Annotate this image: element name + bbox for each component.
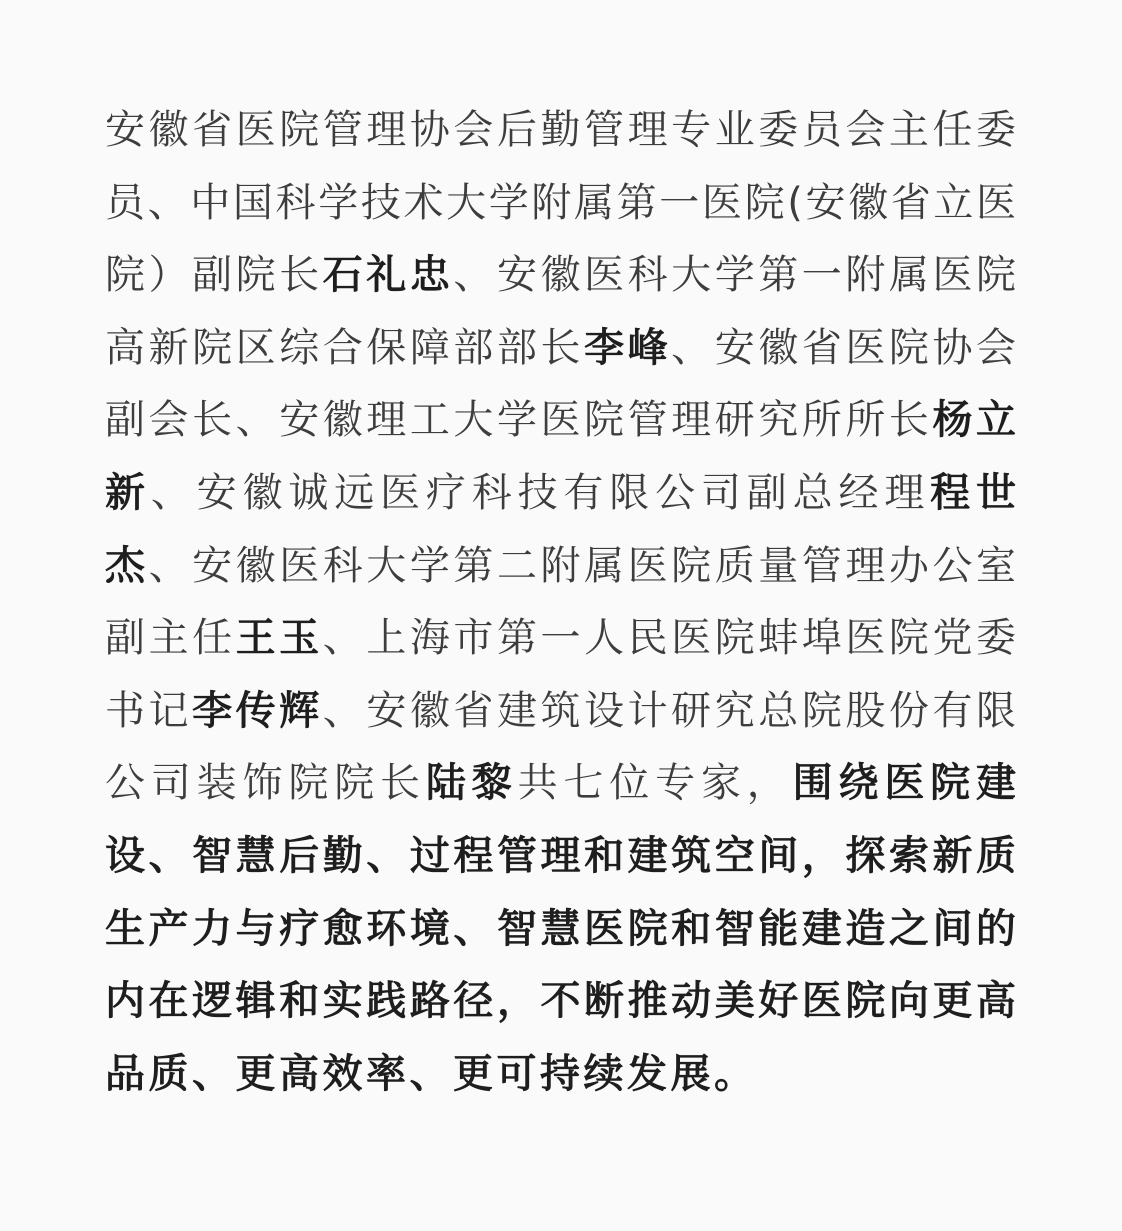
text-line xyxy=(105,530,1018,603)
text-line xyxy=(105,457,1018,530)
text-line xyxy=(105,384,1018,457)
text-segment: 共七位专家， xyxy=(517,760,793,807)
emphasis-text: 设、智慧后勤、过程管理和建筑空间，探索新质 xyxy=(105,832,1018,879)
text-line xyxy=(105,167,1018,240)
emphasis-text: 生产力与疗愈环境、智慧医院和智能建造之间的 xyxy=(105,905,1018,952)
article-paragraph xyxy=(105,94,1018,1110)
expert-name: 杨立 xyxy=(932,397,1019,444)
emphasis-text: 内在逻辑和实践路径，不断推动美好医院向更高 xyxy=(105,978,1018,1025)
expert-name: 新 xyxy=(105,469,151,516)
text-segment: 员、中国科学技术大学附属第一医院(安徽省立医 xyxy=(105,179,1018,226)
expert-name: 李峰 xyxy=(584,324,672,371)
text-segment: 、安徽医科大学第一附属医院 xyxy=(453,252,1019,299)
expert-name: 李传辉 xyxy=(192,687,323,734)
expert-name: 石礼忠 xyxy=(322,252,454,299)
text-line xyxy=(105,1038,1018,1111)
expert-name: 杰 xyxy=(105,542,149,589)
text-segment: 院）副院长 xyxy=(105,252,323,299)
text-segment: 副会长、安徽理工大学医院管理研究所所长 xyxy=(105,397,933,444)
text-line xyxy=(105,965,1018,1038)
text-segment: 、安徽医科大学第二附属医院质量管理办公室 xyxy=(148,542,1019,589)
text-line xyxy=(105,94,1018,167)
text-line xyxy=(105,747,1018,820)
expert-name: 程世 xyxy=(930,469,1019,516)
text-segment: 、上海市第一人民医院蚌埠医院党委 xyxy=(322,615,1019,662)
expert-name: 陆黎 xyxy=(425,760,518,807)
text-segment: 副主任 xyxy=(105,615,236,662)
emphasis-text: 围绕医院建 xyxy=(792,760,1019,807)
text-line xyxy=(105,820,1018,893)
text-line xyxy=(105,675,1018,748)
text-line xyxy=(105,239,1018,312)
text-segment: 高新院区综合保障部部长 xyxy=(105,324,585,371)
text-segment: 、安徽省医院协会 xyxy=(671,324,1019,371)
text-segment: 、安徽省建筑设计研究总院股份有限 xyxy=(322,687,1019,734)
expert-name: 王玉 xyxy=(235,615,323,662)
emphasis-text: 品质、更高效率、更可持续发展。 xyxy=(105,1050,758,1097)
text-line xyxy=(105,893,1018,966)
text-line xyxy=(105,312,1018,385)
text-segment: 书记 xyxy=(105,687,193,734)
text-segment: 、安徽诚远医疗科技有限公司副总经理 xyxy=(150,469,931,516)
text-segment: 安徽省医院管理协会后勤管理专业委员会主任委 xyxy=(105,107,1018,153)
text-line xyxy=(105,602,1018,675)
text-segment: 公司装饰院院长 xyxy=(105,760,426,807)
